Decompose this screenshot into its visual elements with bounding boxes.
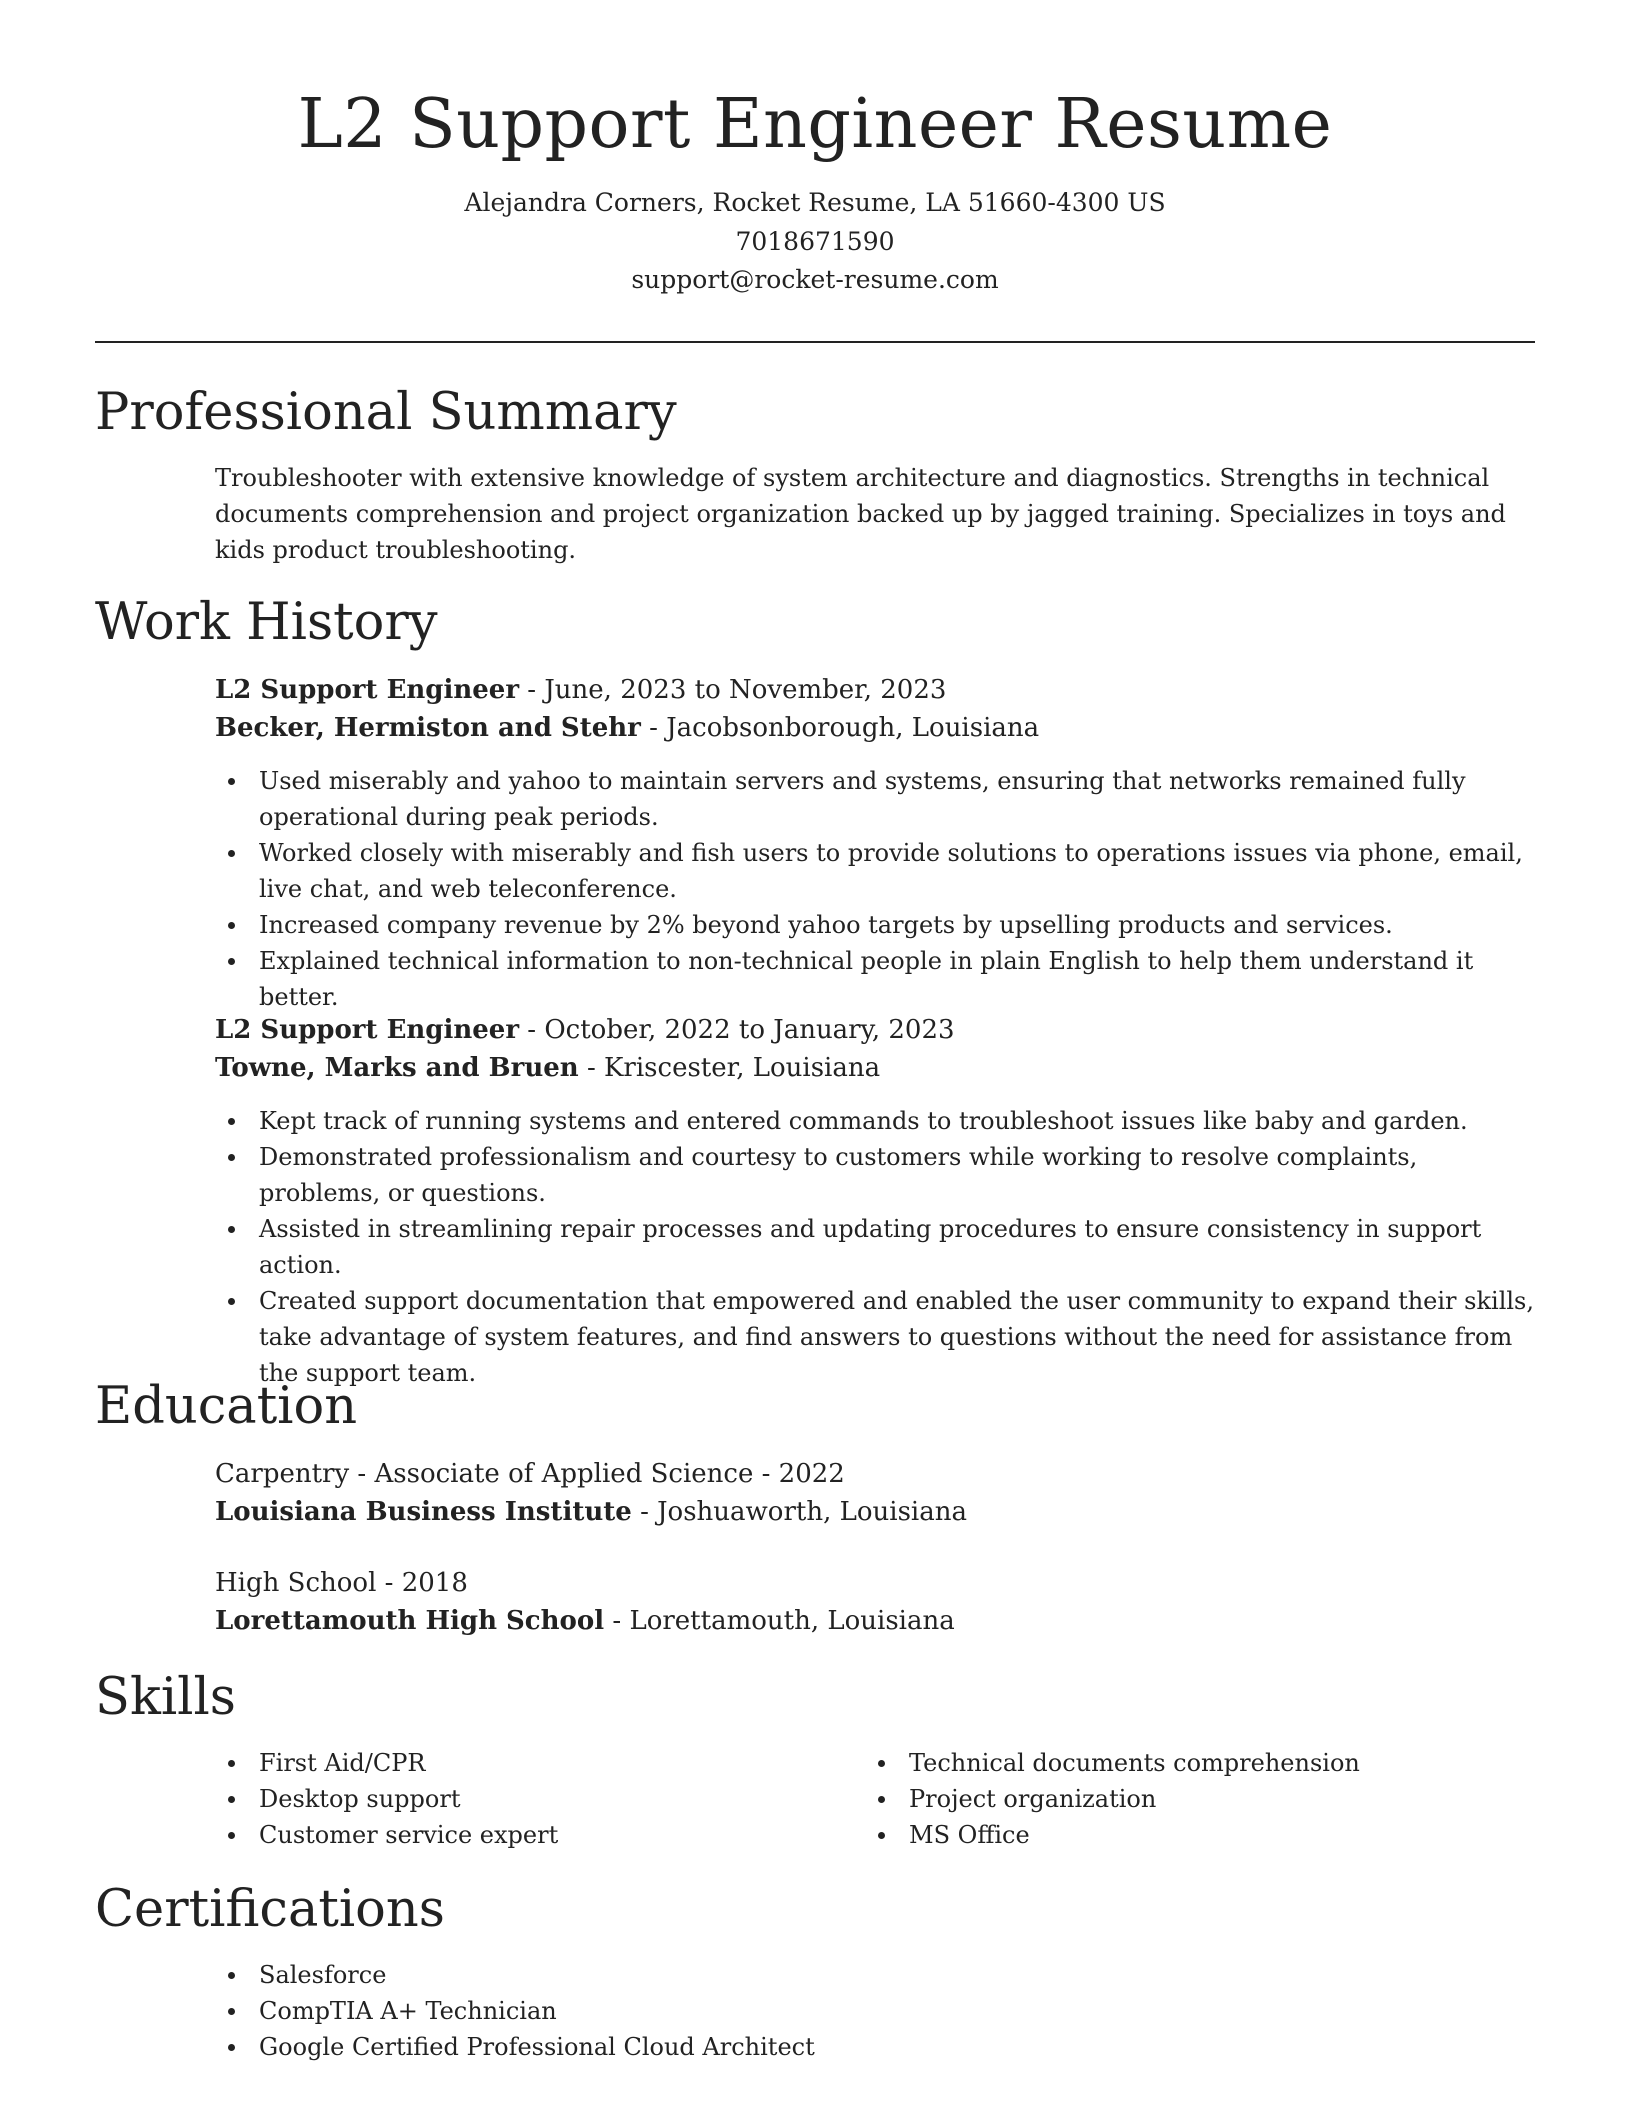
education-entry xyxy=(215,1564,1535,1640)
job-title-line xyxy=(215,671,1535,709)
skill-item: Technical documents comprehension xyxy=(865,1745,1515,1781)
contact-email: support@rocket-resume.com xyxy=(631,265,999,294)
certifications-list xyxy=(215,1957,1535,2065)
education-degree: Carpentry - Associate of Applied Science - 2022 xyxy=(215,1459,845,1489)
job-bullet: Kept track of running systems and entered commands to troubleshoot issues like baby and garden. xyxy=(215,1103,1535,1139)
skill-item: Desktop support xyxy=(215,1781,865,1817)
job-bullet: Used miserably and yahoo to maintain servers and systems, ensuring that networks remained fully operational during peak periods. xyxy=(215,763,1535,835)
job-dates: June, 2023 to November, 2023 xyxy=(544,675,947,705)
education-heading: Education xyxy=(95,1377,358,1436)
contact-phone: 7018671590 xyxy=(735,226,895,256)
job-company: Towne, Marks and Bruen xyxy=(215,1053,579,1083)
job-company-line xyxy=(215,709,1535,747)
certifications-heading: Certifications xyxy=(95,1880,445,1939)
job-bullet: Assisted in streamlining repair processes and updating procedures to ensure consistency in support action. xyxy=(215,1211,1535,1283)
resume-title: L2 Support Engineer Resume xyxy=(297,85,1333,164)
job-company-line xyxy=(215,1049,1535,1087)
contact-info xyxy=(95,184,1535,300)
job-entry xyxy=(215,671,1535,1015)
education-entry xyxy=(215,1455,1535,1531)
summary-text: Troubleshooter with extensive knowledge of system architecture and diagnostics. Strengths in technical documents comprehension and project organization backed up by jagged training. Specializes in toys and kids product troubleshooting. xyxy=(215,464,1506,564)
education-school: Lorettamouth High School xyxy=(215,1606,605,1636)
separator: - xyxy=(649,713,667,743)
job-bullet: Increased company revenue by 2% beyond yahoo targets by upselling products and services. xyxy=(215,907,1535,943)
job-title: L2 Support Engineer xyxy=(215,1015,520,1045)
skill-item: First Aid/CPR xyxy=(215,1745,865,1781)
certifications-section xyxy=(215,1957,1535,2065)
skills-list-right xyxy=(865,1745,1515,1853)
job-location: Kriscester, Louisiana xyxy=(604,1053,881,1083)
education-degree: High School - 2018 xyxy=(215,1568,468,1598)
skills-list-left xyxy=(215,1745,865,1853)
job-bullets xyxy=(215,1103,1535,1391)
skill-item: Project organization xyxy=(865,1781,1515,1817)
certification-item: Google Certified Professional Cloud Architect xyxy=(215,2029,1535,2065)
job-bullet: Demonstrated professionalism and courtesy to customers while working to resolve complaints, problems, or questions. xyxy=(215,1139,1535,1211)
skills-heading: Skills xyxy=(95,1668,236,1727)
summary-section xyxy=(215,460,1535,568)
job-company: Becker, Hermiston and Stehr xyxy=(215,713,641,743)
work-history-heading: Work History xyxy=(95,593,438,652)
education-school-line xyxy=(215,1493,1535,1531)
separator: - xyxy=(612,1606,630,1636)
resume-header xyxy=(95,80,1535,300)
separator: - xyxy=(586,1053,604,1083)
job-title: L2 Support Engineer xyxy=(215,675,520,705)
job-bullet: Worked closely with miserably and fish users to provide solutions to operations issues via phone, email, live chat, and web teleconference. xyxy=(215,835,1535,907)
certification-item: CompTIA A+ Technician xyxy=(215,1993,1535,2029)
education-school: Louisiana Business Institute xyxy=(215,1497,632,1527)
education-school-line xyxy=(215,1602,1535,1640)
job-bullet: Explained technical information to non-technical people in plain English to help them understand it better. xyxy=(215,943,1535,1015)
separator: - xyxy=(527,1015,545,1045)
skill-item: Customer service expert xyxy=(215,1817,865,1853)
job-location: Jacobsonborough, Louisiana xyxy=(666,713,1040,743)
job-title-line xyxy=(215,1011,1535,1049)
skills-section xyxy=(215,1745,1535,1853)
certification-item: Salesforce xyxy=(215,1957,1535,1993)
job-bullet: Created support documentation that empowered and enabled the user community to expand their skills, take advantage of system features, and find answers to questions without the need for assistance from the support team. xyxy=(215,1283,1535,1391)
header-divider xyxy=(95,341,1535,343)
contact-address: Alejandra Corners, Rocket Resume, LA 51660-4300 US xyxy=(464,188,1166,217)
job-entry xyxy=(215,1011,1535,1391)
separator: - xyxy=(527,675,545,705)
education-location: Joshuaworth, Louisiana xyxy=(657,1497,967,1527)
summary-heading: Professional Summary xyxy=(95,383,677,442)
job-bullets xyxy=(215,763,1535,1015)
separator: - xyxy=(640,1497,658,1527)
education-location: Lorettamouth, Louisiana xyxy=(629,1606,955,1636)
skill-item: MS Office xyxy=(865,1817,1515,1853)
job-dates: October, 2022 to January, 2023 xyxy=(544,1015,955,1045)
